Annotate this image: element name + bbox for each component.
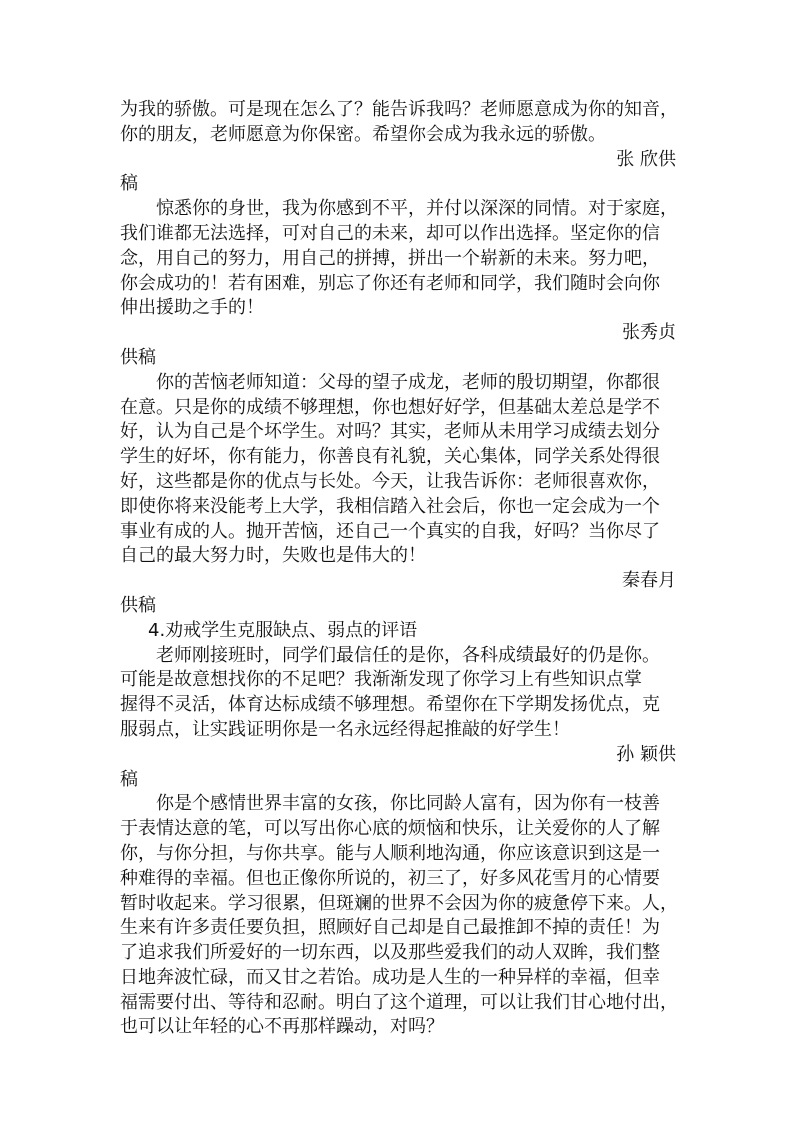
text-line: 即使你将来没能考上大学，我相信踏入社会后，你也一定会成为一个 [120,495,660,517]
text-line: 为我的骄傲。可是现在怎么了？能告诉我吗？老师愿意成为你的知音， [120,99,678,120]
contributor-name: 张 欣供 [616,148,676,170]
text-line: 念，用自己的努力，用自己的拼搏，拼出一个崭新的未来。努力吧， [120,247,660,269]
text-line: 你会成功的！若有困难，别忘了你还有老师和同学，我们随时会向你 [120,272,660,294]
text-line: 我们谁都无法选择，可对自己的未来，却可以作出选择。坚定你的信 [120,222,660,244]
text-line: 事业有成的人。抛开苦恼，还自己一个真实的自我，好吗？当你尽了 [120,520,660,542]
text-line: 你，与你分担，与你共享。能与人顺利地沟通，你应该意识到这是一 [120,842,660,864]
text-line: 暂时收起来。学习很累，但斑斓的世界不会因为你的疲惫停下来。人， [120,892,678,914]
paragraph-first-line: 你是个感情世界丰富的女孩，你比同龄人富有，因为你有一枝善 [156,793,660,815]
text-line: 种难得的幸福。但也正像你所说的，初三了，好多风花雪月的心情要 [120,867,660,889]
paragraph-first-line: 惊悉你的身世，我为你感到不平，并付以深深的同情。对于家庭， [156,198,678,220]
contributor-name: 孙 颖供 [616,743,676,765]
paragraph-first-line: 你的苦恼老师知道：父母的望子成龙，老师的殷切期望，你都很 [156,371,660,393]
text-line: 也可以让年轻的心不再那样躁动，对吗？ [120,1016,444,1038]
text-line: 自己的最大努力时，失败也是伟大的！ [120,545,426,567]
text-line: 福需要付出、等待和忍耐。明白了这个道理，可以让我们甘心地付出， [120,991,678,1013]
contributor-name: 张秀贞 [622,322,676,344]
text-line: 供稿 [120,346,156,368]
section-heading: 4.劝戒学生克服缺点、弱点的评语 [148,619,418,641]
text-line: 服弱点，让实践证明你是一名永远经得起推敲的好学生！ [120,718,570,740]
text-line: 好，认为自己是个坏学生。对吗？其实，老师从未用学习成绩去划分 [120,421,660,443]
text-line: 可能是故意想找你的不足吧？我渐渐发现了你学习上有些知识点掌 [120,669,642,691]
document-body [120,98,676,1040]
text-line: 伸出援助之手的！ [120,297,264,319]
text-line: 学生的好坏，你有能力，你善良有礼貌，关心集体，同学关系处得很 [120,446,660,468]
text-line: 生来有许多责任要负担，照顾好自己却是自己最推卸不掉的责任！为 [120,917,660,939]
text-line: 日地奔波忙碌，而又甘之若饴。成功是人生的一种异样的幸福，但幸 [120,966,660,988]
paragraph-first-line: 老师刚接班时，同学们最信任的是你，各科成绩最好的仍是你。 [156,644,660,666]
text-line: 你的朋友，老师愿意为你保密。希望你会成为我永远的骄傲。 [120,123,606,145]
text-line: 于表情达意的笔，可以写出你心底的烦恼和快乐，让关爱你的人了解 [120,818,660,840]
text-line: 好，这些都是你的优点与长处。今天，让我告诉你：老师很喜欢你， [120,470,660,492]
text-line: 握得不灵活，体育达标成绩不够理想。希望你在下学期发扬优点，克 [120,694,660,716]
text-line: 了追求我们所爱好的一切东西，以及那些爱我们的动人双眸，我们整 [120,942,660,964]
text-line: 供稿 [120,594,156,616]
contributor-name: 秦春月 [622,570,676,592]
text-line: 稿 [120,173,138,195]
text-line: 稿 [120,768,138,790]
text-line: 在意。只是你的成绩不够理想，你也想好好学，但基础太差总是学不 [120,396,660,418]
